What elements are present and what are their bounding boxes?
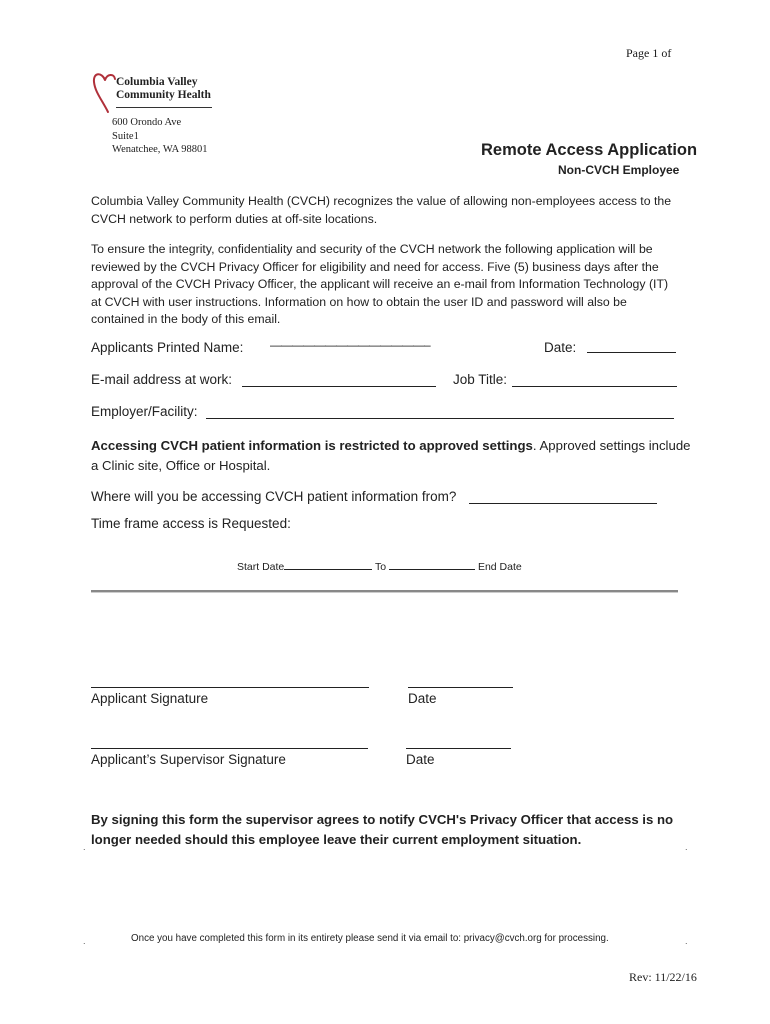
cvch-logo: [92, 70, 222, 114]
applicant-name-label: Applicants Printed Name:: [91, 340, 244, 355]
where-field[interactable]: [469, 491, 657, 504]
form-title: Remote Access Application: [481, 141, 698, 159]
logo-line2: Community Health: [116, 89, 211, 101]
date-field[interactable]: [587, 340, 676, 353]
restriction-bold: Accessing CVCH patient information is restricted to approved settings: [91, 438, 533, 453]
end-date-label: End Date: [477, 561, 522, 573]
intro-paragraph-2: To ensure the integrity, confidentiality and security of the CVCH network the following application will be reviewed by the CVCH Privacy Officer for eligibility and need for access. Five (5) business days after the approval of the CVCH Privacy Officer, the applicant will receive an e-mail from Information Technology (IT) at CVCH with user instructions. Information on how to obtain the user ID and password will also be contained in the body of this email.: [91, 242, 669, 326]
supervisor-date-line[interactable]: [406, 748, 511, 749]
employer-label: Employer/Facility:: [91, 404, 198, 419]
logo-text: [116, 76, 211, 102]
supervisor-date-label: Date: [406, 752, 435, 767]
margin-mark: .: [83, 936, 86, 946]
heart-icon: [92, 70, 118, 114]
address-line3: Wenatchee, WA 98801: [112, 144, 208, 155]
margin-mark: .: [685, 936, 688, 946]
timeframe-label: Time frame access is Requested:: [91, 516, 291, 531]
margin-mark: .: [685, 842, 688, 852]
applicant-date-line[interactable]: [408, 687, 513, 688]
supervisor-signature-label: Applicant’s Supervisor Signature: [91, 752, 286, 767]
employer-field[interactable]: [206, 406, 674, 419]
page-number: Page 1 of: [626, 46, 672, 60]
intro-paragraph-1: Columbia Valley Community Health (CVCH) recognizes the value of allowing non-employees access to the CVCH network to perform duties at off-site locations.: [91, 194, 672, 226]
footer-instructions: Once you have completed this form in its entirety please send it via email to: privacy@cvch.org for processing.: [131, 933, 609, 944]
date-label: Date:: [544, 340, 577, 355]
start-date-field[interactable]: [284, 560, 372, 570]
margin-mark: .: [83, 842, 86, 852]
address-block: [112, 116, 207, 157]
to-label: To: [375, 561, 387, 573]
applicant-signature-line[interactable]: [91, 687, 369, 688]
job-title-field[interactable]: [512, 374, 677, 387]
address-line1: 600 Orondo Ave: [112, 117, 182, 128]
address-line2: Suite1: [112, 130, 139, 142]
restriction-rest: . Approved settings include a Clinic site, Office or Hospital.: [91, 438, 691, 473]
start-date-label: Start Date: [237, 561, 285, 573]
applicant-date-label: Date: [408, 691, 437, 706]
applicant-signature-label: Applicant Signature: [91, 691, 209, 706]
section-divider: [91, 590, 678, 593]
where-question: Where will you be accessing CVCH patient information from?: [91, 489, 457, 504]
form-subtitle: Non-CVCH Employee: [558, 163, 680, 177]
email-field[interactable]: [242, 374, 436, 387]
logo-underline: [116, 107, 212, 108]
revision-date: Rev: 11/22/16: [629, 970, 697, 984]
supervisor-notice: By signing this form the supervisor agrees to notify CVCH's Privacy Officer that access is no longer needed should this employee leave their current employment situation.: [91, 812, 674, 847]
timeframe-row: [237, 560, 522, 573]
end-date-field[interactable]: [389, 560, 475, 570]
supervisor-signature-line[interactable]: [91, 748, 368, 749]
email-label: E-mail address at work:: [91, 372, 233, 387]
applicant-name-field[interactable]: ——————————————–: [270, 338, 430, 352]
logo-line1: Columbia Valley: [116, 76, 198, 88]
job-title-label: Job Title:: [453, 372, 508, 387]
restriction-paragraph: [91, 436, 691, 475]
